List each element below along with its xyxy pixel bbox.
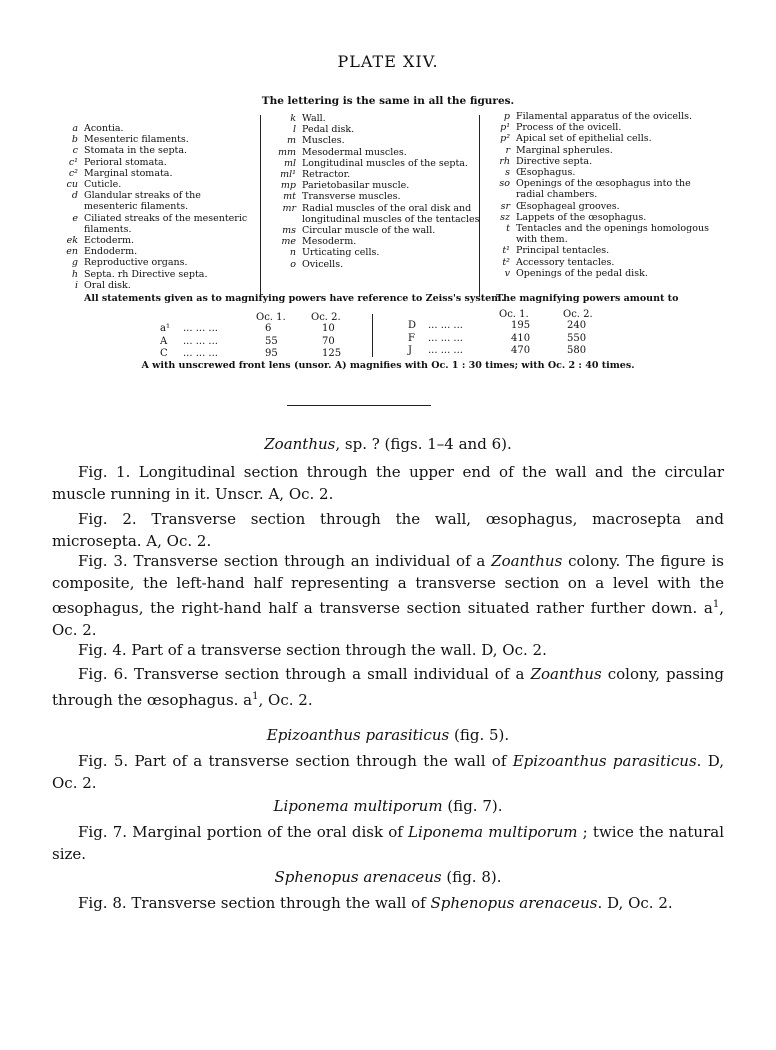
legend-code: p¹ [500,122,510,134]
species-heading: Zoanthus, sp. ? (figs. 1–4 and 6). [264,435,512,453]
legend-text: Ectoderm. [84,235,135,247]
legend-item [52,157,252,168]
legend-code: so [499,178,510,190]
mag-value-oc1: 195 [511,320,531,331]
legend-item [484,167,716,178]
legend-text: Radial muscles of the oral disk and longitudinal muscles of the tentacles [302,202,480,225]
legend-item [52,246,252,257]
figure-caption: Fig. 2. Transverse section through the wall, œsophagus, macrosepta and microsepta. A, Oc. 2. [52,510,724,550]
legend-text: Marginal stomata. [84,167,173,179]
legend-text: Septa. rh Directive septa. [84,268,208,280]
legend-code: cu [66,179,78,191]
mag-value-oc1: 55 [265,335,278,347]
legend-text: Acontia. [84,123,124,134]
legend-item [270,191,480,202]
section-rule [287,405,431,406]
legend-code: i [74,279,78,291]
mag-row-label: A [160,335,168,347]
legend-item [270,236,480,247]
legend-text: Mesenteric filaments. [84,134,189,146]
legend-code: s [505,167,510,179]
legend-code: t¹ [502,245,510,257]
legend-text: Parietobasilar muscle. [302,180,410,192]
legend-item [270,180,480,191]
legend-code: en [66,246,78,258]
legend-text: Perioral stomata. [84,156,167,168]
legend-text: Pedal disk. [302,124,355,136]
mag-row-dots: ... ... ... [183,323,218,334]
legend-item [484,245,716,256]
legend-item [484,145,716,156]
mag-header-oc1: Oc. 1. [256,312,286,323]
legend-item [52,168,252,179]
legend-text: Principal tentacles. [516,245,610,257]
species-heading: Liponema multiporum (fig. 7). [273,797,503,815]
mag-row-dots: ... ... ... [428,332,463,344]
legend-code: m [286,135,296,147]
legend-text: Accessory tentacles. [516,256,615,268]
legend-code: l [292,124,296,136]
legend-code: t² [502,256,510,268]
legend-item [52,145,252,156]
figure-caption: Fig. 3. Transverse section through an individual of a Zoanthus colony. The figure is composite, the left-hand half representing a transverse section on a level with the œsophagus, the right-hand half a transverse section situated rather further down. $a^1$, Oc. 2. [52,552,724,639]
legend-item [52,134,252,145]
legend-item [270,113,480,124]
legend-text: Directive septa. [516,155,593,167]
legend-code: c² [68,167,78,179]
legend-code: sz [500,211,510,223]
legend-item [270,225,480,236]
mag-row-dots: ... ... ... [428,320,463,331]
legend-item [270,259,480,270]
legend-text: Muscles. [302,135,345,147]
figure-caption: Fig. 7. Marginal portion of the oral disk of Liponema multiporum ; twice the natural size. [52,823,725,863]
legend-text: Openings of the pedal disk. [516,267,648,279]
species-heading: Epizoanthus parasiticus (fig. 5). [266,726,510,744]
figure-caption: Fig. 8. Transverse section through the wall of Sphenopus arenaceus. D, Oc. 2. [78,894,673,912]
legend-code: a [72,123,78,134]
legend-text: Urticating cells. [302,247,380,259]
mag-row-label: D [408,320,417,331]
figure-caption: Fig. 4. Part of a transverse section through the wall. D, Oc. 2. [78,641,547,659]
legend-text: Mesoderm. [302,236,357,248]
legend-text: Stomata in the septa. [84,145,188,157]
legend-text: Ovicells. [302,258,344,270]
legend-text: Longitudinal muscles of the septa. [302,157,468,169]
mag-value-oc1: 95 [265,348,278,359]
legend-text: Œsophageal grooves. [516,200,620,212]
figure-caption: Fig. 1. Longitudinal section through the upper end of the wall and the circular muscle running in it. Unscr. A, Oc. 2. [52,463,724,503]
legend-code: r [505,144,510,156]
legend-code: mp [280,180,296,192]
legend-item [52,213,252,235]
legend-text: Circular muscle of the wall. [302,225,436,237]
legend-text: Reproductive organs. [84,257,188,269]
legend-code: ms [282,225,296,237]
legend-column-1 [52,123,252,291]
legend-text: Wall. [302,113,326,124]
legend-item [484,268,716,279]
plate-title: PLATE XIV. [337,52,439,71]
legend-text: Retractor. [302,169,351,181]
mag-row-dots: ... ... ... [183,335,218,347]
figure-caption: Fig. 6. Transverse section through a small individual of a Zoanthus colony, passing through the œsophagus. $a^1$, Oc. 2. [52,665,724,709]
legend-text: Filamental apparatus of the ovicells. [516,111,693,122]
legend-text: Process of the ovicell. [516,122,622,134]
legend-item [484,122,716,133]
legend-column-2 [270,113,480,270]
legend-code: mt [283,191,296,203]
legend-code: sr [500,200,510,212]
legend-text: Endoderm. [84,246,138,258]
legend-item [52,190,252,212]
legend-text: Oral disk. [84,279,131,291]
legend-item [52,235,252,246]
legend-item [484,201,716,212]
mag-value-oc2: 550 [567,332,587,344]
legend-item [484,212,716,223]
mag-row-label: C [160,348,168,359]
legend-text: Œsophagus. [516,167,576,179]
legend-code: p [503,111,510,122]
legend-code: n [289,247,296,259]
legend-code: ml¹ [280,169,296,181]
legend-code: d [71,190,78,202]
column-divider [260,115,261,297]
legend-text: Lappets of the œsophagus. [516,211,647,223]
legend-item [270,135,480,146]
mag-header-oc1: Oc. 1. [499,309,529,320]
legend-item [484,133,716,144]
legend-text: Ciliated streaks of the mesenteric filaments. [84,212,248,235]
figure-caption: Fig. 5. Part of a transverse section through the wall of Epizoanthus parasiticus. D, Oc. 2. [52,752,724,792]
mag-row-label: a¹ [160,323,170,334]
legend-item [270,158,480,169]
legend-text: Glandular streaks of the mesenteric filaments. [84,190,201,213]
mag-header-oc2: Oc. 2. [563,309,593,320]
legend-code: h [71,268,78,280]
mag-value-oc1: 470 [511,345,531,356]
mag-value-oc1: 410 [511,332,531,344]
mag-row-label: J [408,345,413,356]
legend-code: b [71,134,78,146]
mag-header-oc2: Oc. 2. [311,312,341,323]
table-divider [372,314,373,357]
lettering-intro: The lettering is the same in all the figures. [261,95,515,107]
legend-text: Cuticle. [84,179,122,191]
legend-item [484,111,716,122]
legend-item [484,178,716,200]
legend-code: e [72,212,78,224]
legend-item [270,124,480,135]
legend-column-3 [484,111,716,279]
mag-value-oc2: 580 [567,345,587,356]
legend-item [484,223,716,245]
legend-text: Tentacles and the openings homologous with them. [516,223,709,246]
mag-value-oc2: 70 [322,335,335,347]
mag-row-dots: ... ... ... [183,348,218,359]
legend-item [52,280,252,291]
legend-text: Mesodermal muscles. [302,146,407,158]
legend-item [52,257,252,268]
legend-code: v [504,267,510,279]
legend-code: c¹ [68,156,78,168]
legend-code: k [290,113,296,124]
legend-item [270,147,480,158]
legend-code: c [72,145,78,157]
mag-row-dots: ... ... ... [428,345,463,356]
legend-item [52,179,252,190]
mag-value-oc2: 240 [567,320,587,331]
legend-item [270,203,480,225]
legend-item [52,269,252,280]
mag-value-oc2: 10 [322,323,335,334]
legend-text: Transverse muscles. [302,191,401,203]
legend-text: Marginal spherules. [516,144,613,156]
mag-value-oc2: 125 [322,348,342,359]
legend-code: t [506,223,510,235]
legend-item [270,169,480,180]
legend-code: o [290,258,296,270]
legend-text: Openings of the œsophagus into the radial chambers. [516,178,691,201]
legend-code: ek [66,235,78,247]
legend-item [270,247,480,258]
legend-item [52,123,252,134]
legend-code: rh [499,155,510,167]
legend-code: mm [277,146,296,158]
mag-row-label: F [408,332,415,344]
legend-code: mr [282,202,296,214]
column-divider [479,115,480,297]
species-heading: Sphenopus arenaceus (fig. 8). [274,868,502,886]
legend-item [484,156,716,167]
unscrewed-lens-note: A with unscrewed front lens (unsor. A) magnifies with Oc. 1 : 30 times; with Oc. 2 : 40 times. [141,360,635,371]
magnification-note: All statements given as to magnifying powers have reference to Zeiss's system. [84,293,505,304]
legend-code: ml [283,157,296,169]
legend-code: p² [500,133,510,145]
legend-item [484,257,716,268]
legend-code: g [71,257,78,269]
legend-code: me [281,236,296,248]
mag-value-oc1: 6 [265,323,272,334]
legend-text: Apical set of epithelial cells. [516,133,652,145]
magnification-note-right: The magnifying powers amount to [496,293,679,304]
